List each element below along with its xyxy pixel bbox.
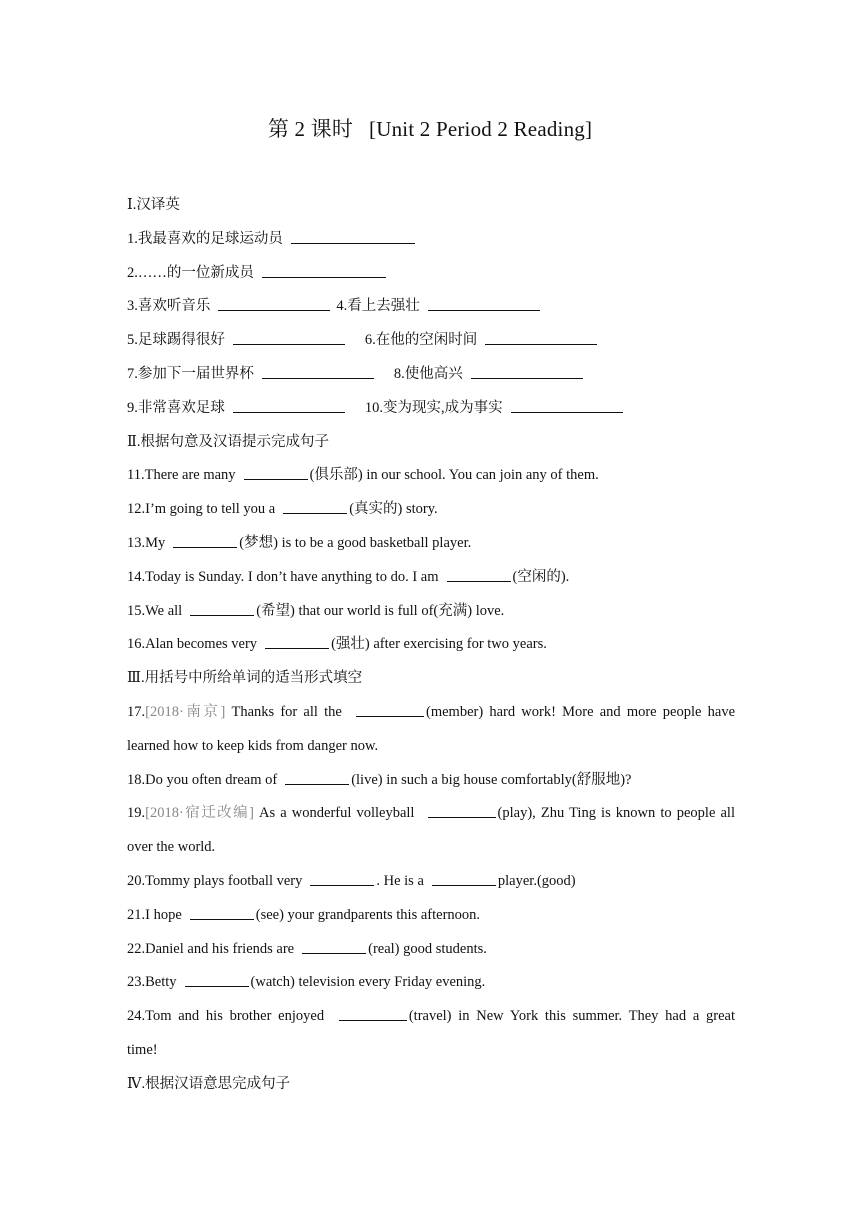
question-19: 19.[2018·宿迁改编] As a wonderful volleyball (play), Zhu Ting is known to people all [127, 805, 735, 822]
answer-blank[interactable] [432, 871, 496, 886]
question-12: 12.I’m going to tell you a (真实的) story. [127, 501, 438, 518]
question-14: 14.Today is Sunday. I don’t have anything to do. I am (空闲的). [127, 568, 570, 585]
question-15: 15.We all (希望) that our world is full of(充满) love. [127, 602, 505, 619]
answer-blank[interactable] [233, 398, 345, 413]
section-heading-4: Ⅳ.根据汉语意思完成句子 [127, 1075, 291, 1092]
answer-blank[interactable] [173, 533, 237, 548]
question-24-cont: time! [127, 1041, 158, 1058]
answer-blank[interactable] [190, 905, 254, 920]
question-20: 20.Tommy plays football very . He is a player.(good) [127, 872, 576, 889]
question-23: 23.Betty (watch) television every Friday evening. [127, 974, 486, 991]
list-item: 3.喜欢听音乐 4.看上去强壮 [127, 290, 735, 324]
answer-blank[interactable] [302, 939, 366, 954]
answer-blank[interactable] [283, 499, 347, 514]
question-18: 18.Do you often dream of (live) in such a big house comfortably(舒服地)? [127, 771, 632, 788]
question-13: 13.My (梦想) is to be a good basketball player. [127, 534, 472, 551]
answer-blank[interactable] [265, 634, 329, 649]
section-heading-2: Ⅱ.根据句意及汉语提示完成句子 [127, 433, 329, 450]
list-item: 9.非常喜欢足球 10.变为现实,成为事实 [127, 392, 735, 426]
source-tag: [2018·南京] [145, 703, 226, 720]
question-16: 16.Alan becomes very (强壮) after exercising for two years. [127, 636, 547, 653]
answer-blank[interactable] [262, 364, 374, 379]
section-heading-1: Ⅰ.汉译英 [127, 197, 180, 213]
answer-blank[interactable] [428, 803, 496, 818]
answer-blank[interactable] [291, 229, 415, 244]
question-22: 22.Daniel and his friends are (real) good students. [127, 940, 487, 957]
answer-blank[interactable] [310, 871, 374, 886]
answer-blank[interactable] [218, 296, 330, 311]
question-17: 17.[2018·南京] Thanks for all the (member) hard work! More and more people have [127, 703, 735, 720]
list-item: 7.参加下一届世界杯 8.使他高兴 [127, 358, 735, 392]
exercise-content [127, 189, 735, 1102]
question-19-cont: over the world. [127, 839, 216, 856]
question-21: 21.I hope (see) your grandparents this afternoon. [127, 906, 481, 923]
title-suffix: [Unit 2 Period 2 Reading] [369, 117, 593, 141]
list-item: 2.……的一位新成员 [127, 257, 735, 291]
list-item: 5.足球踢得很好 6.在他的空闲时间 [127, 324, 735, 358]
answer-blank[interactable] [244, 465, 308, 480]
page-title [0, 113, 860, 143]
answer-blank[interactable] [185, 972, 249, 987]
answer-blank[interactable] [485, 330, 597, 345]
answer-blank[interactable] [447, 567, 511, 582]
answer-blank[interactable] [190, 601, 254, 616]
answer-blank[interactable] [471, 364, 583, 379]
question-24: 24.Tom and his brother enjoyed (travel) in New York this summer. They had a great [127, 1008, 735, 1025]
answer-blank[interactable] [262, 263, 386, 278]
question-17-cont: learned how to keep kids from danger now. [127, 737, 379, 754]
source-tag: [2018·宿迁改编] [145, 805, 254, 822]
title-prefix: 第 2 课时 [267, 117, 354, 141]
question-11: 11.There are many (俱乐部) in our school. You can join any of them. [127, 467, 599, 484]
answer-blank[interactable] [339, 1006, 407, 1021]
answer-blank[interactable] [428, 296, 540, 311]
section-heading-3: Ⅲ.用括号中所给单词的适当形式填空 [127, 670, 363, 687]
answer-blank[interactable] [511, 398, 623, 413]
answer-blank[interactable] [285, 770, 349, 785]
list-item: 1.我最喜欢的足球运动员 [127, 223, 735, 257]
answer-blank[interactable] [356, 702, 424, 717]
answer-blank[interactable] [233, 330, 345, 345]
